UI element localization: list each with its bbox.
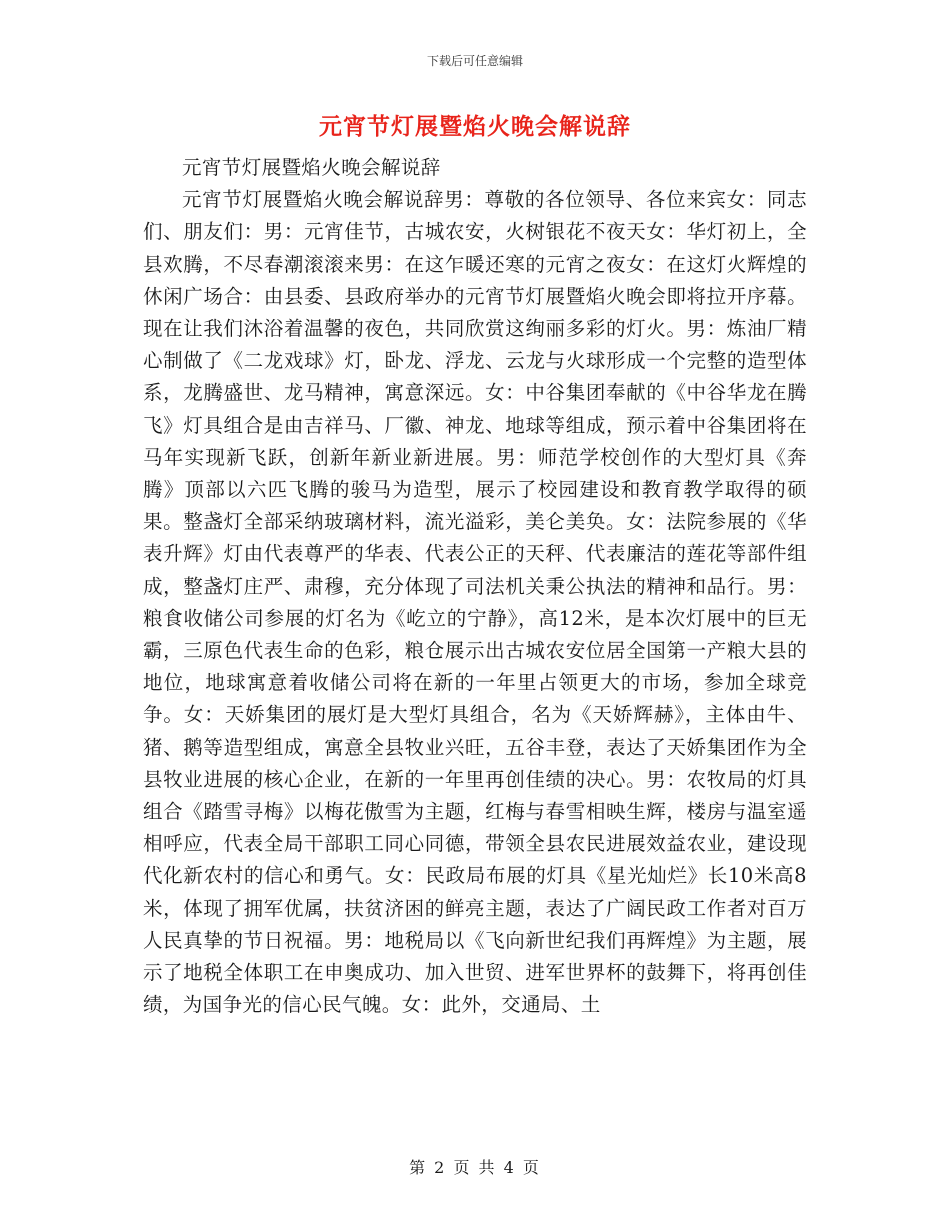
- document-title: 元宵节灯展暨焰火晚会解说辞: [319, 114, 631, 140]
- page-header-note: 下载后可任意编辑: [426, 54, 523, 68]
- page-number-footer: 第 2 页 共 4 页: [409, 1158, 541, 1177]
- document-content: [143, 152, 807, 1021]
- document-subtitle: 元宵节灯展暨焰火晚会解说辞: [182, 156, 441, 179]
- document-body-paragraph: 元宵节灯展暨焰火晚会解说辞男：尊敬的各位领导、各位来宾女：同志们、朋友们：男：元宵佳节，古城农安，火树银花不夜天女：华灯初上，全县欢腾，不尽春潮滚滚来男：在这乍暖还寒的元宵之夜女：在这灯火辉煌的休闲广场合：由县委、县政府举办的元宵节灯展暨焰火晚会即将拉开序幕。现在让我们沐浴着温馨的夜色，共同欣赏这绚丽多彩的灯火。男：炼油厂精心制做了《二龙戏球》灯，卧龙、浮龙、云龙与火球形成一个完整的造型体系，龙腾盛世、龙马精神，寓意深远。女：中谷集团奉献的《中谷华龙在腾飞》灯具组合是由吉祥马、厂徽、神龙、地球等组成，预示着中谷集团将在马年实现新飞跃，创新年新业新进展。男：师范学校创作的大型灯具《奔腾》顶部以六匹飞腾的骏马为造型，展示了校园建设和教育教学取得的硕果。整盏灯全部采纳玻璃材料，流光溢彩，美仑美奂。女：法院参展的《华表升辉》灯由代表尊严的华表、代表公正的天秤、代表廉洁的莲花等部件组成，整盏灯庄严、肃穆，充分体现了司法机关秉公执法的精神和品行。男：粮食收储公司参展的灯名为《屹立的宁静》，高12米，是本次灯展中的巨无霸，三原色代表生命的色彩，粮仓展示出古城农安位居全国第一产粮大县的地位，地球寓意着收储公司将在新的一年里占领更大的市场，参加全球竞争。女：天娇集团的展灯是大型灯具组合，名为《天娇辉赫》，主体由牛、猪、鹅等造型组成，寓意全县牧业兴旺，五谷丰登，表达了天娇集团作为全县牧业进展的核心企业，在新的一年里再创佳绩的决心。男：农牧局的灯具组合《踏雪寻梅》以梅花傲雪为主题，红梅与春雪相映生辉，楼房与温室遥相呼应，代表全局干部职工同心同德，带领全县农民进展效益农业，建设现代化新农村的信心和勇气。女：民政局布展的灯具《星光灿烂》长10米高8米，体现了拥军优属，扶贫济困的鲜亮主题，表达了广阔民政工作者对百万人民真挚的节日祝福。男：地税局以《飞向新世纪我们再辉煌》为主题，展示了地税全体职工在申奥成功、加入世贸、进军世界杯的鼓舞下，将再创佳绩，为国争光的信心民气魄。女：此外，交通局、土: [143, 188, 807, 1017]
